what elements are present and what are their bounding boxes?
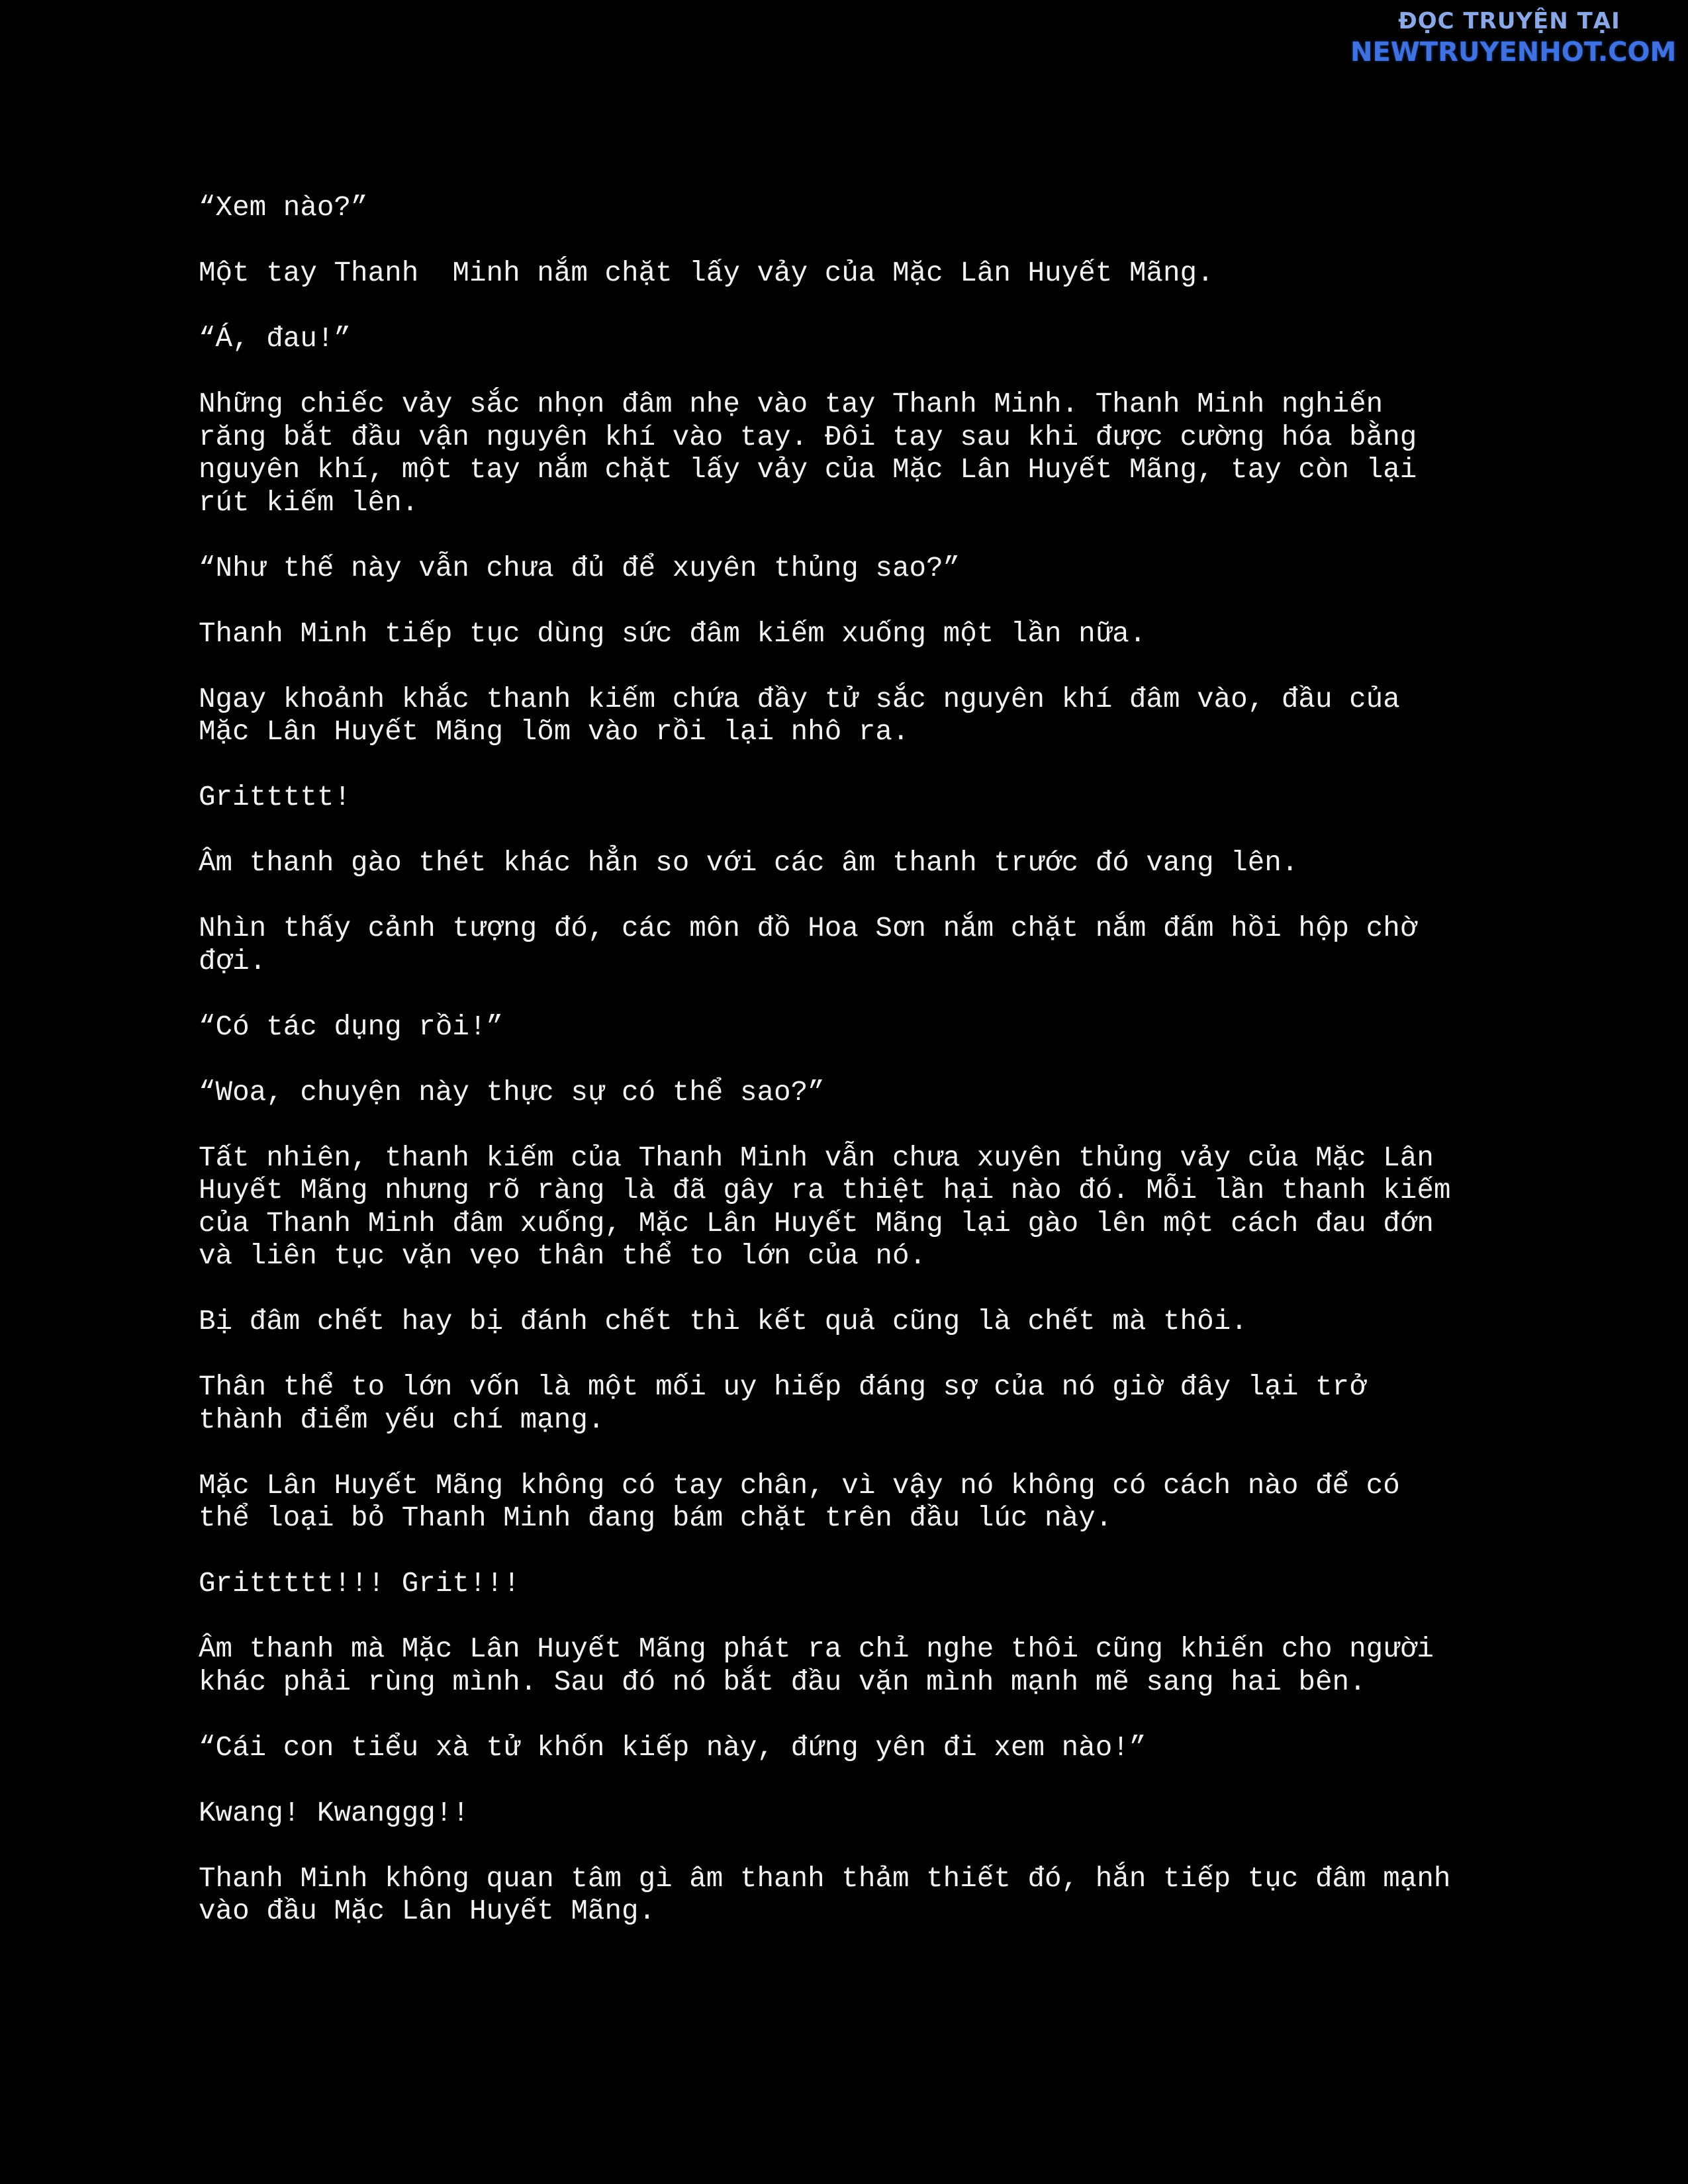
- paragraph-14: Bị đâm chết hay bị đánh chết thì kết quả cũng là chết mà thôi.: [199, 1306, 1248, 1338]
- paragraph-6: Thanh Minh tiếp tục dùng sức đâm kiếm xuống một lần nữa.: [199, 617, 1147, 650]
- paragraph-2: Một tay Thanh Minh nắm chặt lấy vảy của Mặc Lân Huyết Mãng.: [199, 257, 1214, 289]
- paragraph-10: Nhìn thấy cảnh tượng đó, các môn đồ Hoa Sơn nắm chặt nắm đấm hồi hộp chờ đợi.: [199, 913, 1417, 978]
- paragraph-21: Thanh Minh không quan tâm gì âm thanh thảm thiết đó, hắn tiếp tục đâm mạnh vào đầu Mặc Lân Huyết Mãng.: [199, 1862, 1451, 1927]
- paragraph-15: Thân thể to lớn vốn là một mối uy hiếp đáng sợ của nó giờ đây lại trở thành điểm yếu chí mạng.: [199, 1371, 1366, 1436]
- paragraph-16: Mặc Lân Huyết Mãng không có tay chân, vì vậy nó không có cách nào để có thể loại bỏ Thanh Minh đang bám chặt trên đầu lúc này.: [199, 1469, 1400, 1534]
- paragraph-9: Âm thanh gào thét khác hẳn so với các âm thanh trước đó vang lên.: [199, 847, 1299, 879]
- watermark-line-2: NEWTRUYENHOT.COM: [1350, 37, 1677, 68]
- paragraph-17: Grittttt!!! Grit!!!: [199, 1568, 520, 1600]
- paragraph-18: Âm thanh mà Mặc Lân Huyết Mãng phát ra chỉ nghe thôi cũng khiến cho người khác phải rùng mình. Sau đó nó bắt đầu vặn mình mạnh mẽ sang hai bên.: [199, 1633, 1434, 1698]
- paragraph-8: Grittttt!: [199, 782, 352, 813]
- paragraph-19: “Cái con tiểu xà tử khốn kiếp này, đứng yên đi xem nào!”: [199, 1731, 1147, 1764]
- paragraph-1: “Xem nào?”: [199, 192, 368, 224]
- paragraph-20: Kwang! Kwanggg!!: [199, 1797, 469, 1829]
- watermark-line-1: ĐỌC TRUYỆN TẠI: [1398, 8, 1620, 34]
- site-watermark: [1350, 8, 1677, 68]
- paragraph-3: “Á, đau!”: [199, 323, 352, 355]
- paragraph-11: “Có tác dụng rồi!”: [199, 1011, 504, 1043]
- paragraph-7: Ngay khoảnh khắc thanh kiếm chứa đầy tử sắc nguyên khí đâm vào, đầu của Mặc Lân Huyết Mãng lõm vào rồi lại nhô ra.: [199, 683, 1400, 748]
- paragraph-4: Những chiếc vảy sắc nhọn đâm nhẹ vào tay Thanh Minh. Thanh Minh nghiến răng bắt đầu vận nguyên khí vào tay. Đôi tay sau khi được cường hóa bằng nguyên khí, một tay nắm chặt lấy vảy của Mặc Lân Huyết Mãng, tay còn lại rút kiếm lên.: [199, 388, 1417, 519]
- paragraph-12: “Woa, chuyện này thực sự có thể sao?”: [199, 1076, 825, 1109]
- paragraph-13: Tất nhiên, thanh kiếm của Thanh Minh vẫn chưa xuyên thủng vảy của Mặc Lân Huyết Mãng nhưng rõ ràng là đã gây ra thiệt hại nào đó. Mỗi lần thanh kiếm của Thanh Minh đâm xuống, Mặc Lân Huyết Mãng lại gào lên một cách đau đớn và liên tục vặn vẹo thân thể to lớn của nó.: [199, 1142, 1451, 1272]
- paragraph-5: “Như thế này vẫn chưa đủ để xuyên thủng sao?”: [199, 552, 961, 584]
- chapter-text: [199, 192, 1523, 1961]
